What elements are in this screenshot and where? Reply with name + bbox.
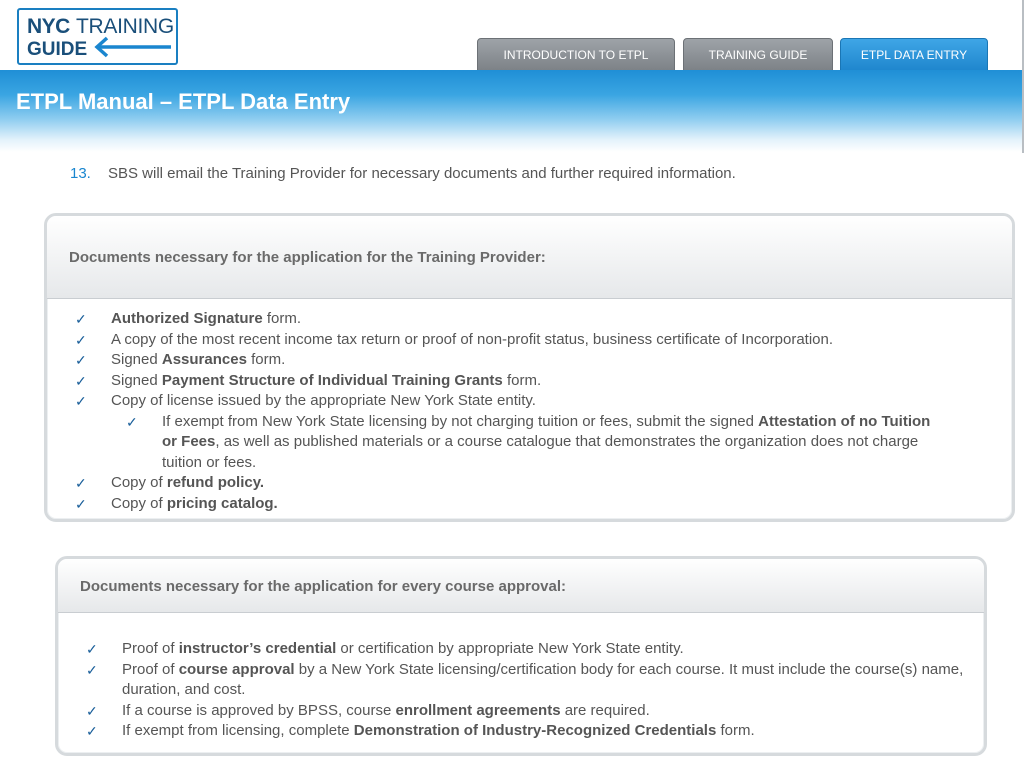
provider-documents-heading: Documents necessary for the application for the Training Provider:: [47, 216, 1012, 299]
step-number: 13.: [70, 165, 91, 182]
checkmark-icon: ✓: [86, 723, 98, 739]
list-item: ✓ If a course is approved by BPSS, course enrollment agreements are required.: [58, 701, 984, 722]
sub-list-item: ✓ If exempt from New York State licensing by not charging tuition or fees, submit the signed Attestation of no Tuition or Fees, as well as published materials or a course catalogue that demonstrates the organization does not charge tuition or fees.: [126, 412, 931, 471]
list-item: ✓ Signed Payment Structure of Individual Training Grants form.: [47, 371, 1012, 392]
checkmark-icon: ✓: [86, 661, 98, 678]
list-item: ✓ Signed Assurances form.: [47, 350, 1012, 371]
page-title: ETPL Manual – ETPL Data Entry: [16, 89, 351, 114]
list-item: ✓ Proof of course approval by a New York State licensing/certification body for each course. It must include the course(s) name, duration, and cost.: [86, 660, 964, 698]
logo-training-text: TRAINING: [76, 15, 174, 38]
course-documents-list: [58, 639, 984, 742]
list-item: ✓ Proof of instructor’s credential or certification by appropriate New York State entity.: [58, 639, 984, 660]
checkmark-icon: ✓: [75, 311, 87, 327]
logo-nyc-text: NYC: [27, 15, 70, 38]
arrow-left-icon: [93, 36, 173, 58]
checkmark-icon: ✓: [75, 393, 87, 409]
provider-documents-box: [44, 213, 1015, 522]
nyc-training-guide-logo[interactable]: [17, 8, 178, 65]
tab-introduction-to-etpl[interactable]: INTRODUCTION TO ETPL: [477, 38, 675, 72]
list-item: ✓ Authorized Signature form.: [47, 309, 1012, 330]
list-item: ✓ Copy of license issued by the appropriate New York State entity.: [47, 391, 1012, 412]
logo-guide-text: GUIDE: [27, 39, 88, 60]
list-item: ✓ Copy of refund policy.: [47, 473, 1012, 494]
header: [0, 0, 1024, 72]
checkmark-icon: ✓: [126, 413, 138, 430]
step-13: [70, 165, 736, 182]
course-documents-box: [55, 556, 987, 756]
provider-documents-list: [47, 309, 1012, 514]
checkmark-icon: ✓: [86, 641, 98, 657]
list-item: ✓ Copy of pricing catalog.: [47, 494, 1012, 515]
list-item: ✓ A copy of the most recent income tax return or proof of non-profit status, business certificate of Incorporation.: [47, 330, 1012, 351]
checkmark-icon: ✓: [86, 702, 98, 719]
tab-etpl-data-entry[interactable]: ETPL DATA ENTRY: [840, 38, 988, 72]
checkmark-icon: ✓: [75, 331, 87, 348]
checkmark-icon: ✓: [75, 495, 87, 512]
checkmark-icon: ✓: [75, 475, 87, 491]
tab-training-guide[interactable]: TRAINING GUIDE: [683, 38, 833, 72]
step-text: SBS will email the Training Provider for necessary documents and further required information.: [108, 165, 736, 182]
course-documents-heading: Documents necessary for the application for every course approval:: [58, 559, 984, 613]
checkmark-icon: ✓: [75, 372, 87, 389]
list-item: ✓ If exempt from licensing, complete Demonstration of Industry-Recognized Credentials form.: [58, 721, 984, 742]
checkmark-icon: ✓: [75, 352, 87, 368]
